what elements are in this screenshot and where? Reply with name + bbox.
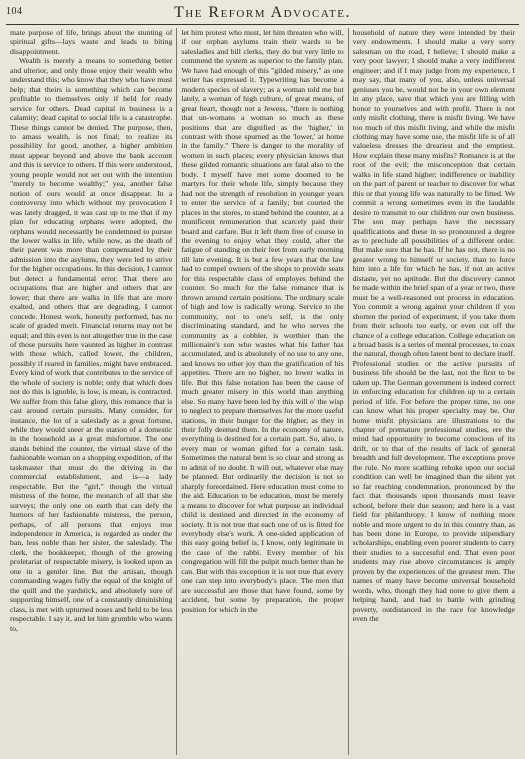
text-column-2 <box>176 28 347 755</box>
page-header <box>6 4 519 26</box>
text-column-1 <box>6 28 176 755</box>
paragraph: household of nature they were intended by their very endowments. I should make a very sorry salesman on the road, I believe; I should make a very poor lawyer; I should make a very indifferent engineer; and if I may judge from my experience, I may say, that many of you, also, unless universal geniuses you be, would not be in your own element in any place, save that which you are filling with honor to yourselves and with profit. There is not only misfit clothing, there is misfit living. We have too much of this misfit living, and while the misfit clothing may have some use, the misfit life is of all valueless dresses the dreariest and the emptiest. How explain these many misfits? Romance is at the root of the evil; the misconception that certain walks in life stand higher; indifference or inability on the part of parent or teacher to discover for what this or that young life was naturally to be fitted. We commit a wrong sometimes even in the laudable desire to transmit to our children our own business. The son may perhaps have the necessary qualifications and these in so pronounced a degree as to preclude all possibilities of a different order. But make sure that he has. If he has not, there is no greater wrong to himself or society, than to force him into a life for which he has, if not an active distaste, yet no aptitude. But the discovery cannot be made within the brief span of a year or two, there must be a well-reasoned out process in education. You commit a wrong against your children if you shorten the period of experiment, if you take them from their schools too early, or even cut off the chance of a college education. College education on a broad basis is a series of mental processes, to coax the natural, though often latent bent to declare itself. Professional studies or the active pursuits of business life should be the last, not the first to be taken up. The German government is indeed correct in enforcing education for children up to a certain period of life. For before the proper time, no one can know what his proper specialty may be. Our home misfit physicians are illustrations to the chapter of premature professional studies, ere the mind had opportunity to become conscious of its drift, or to that of the results of lack of general breadth and full development. The exceptions prove the rule. No more scathing rebuke upon our social condition can well be imagined than the silent yet so far reaching condemnation, pronounced by the fact that thousands upon thousands must leave school, before their due season; and here is a vast field for philanthropy. I know of nothing more noble and more urgent to do in this country than, as has been done in Europe, to provide stipendiary scholarships, enabling even poorer students to carry their studies to a successful end. That even poor students may rise above circumstances is amply proven by the experiences of the greatest men. The names of many have become universal household words, who, though they had none to give them a helping hand, and had to battle with grinding poverty, outdistanced in the race for knowledge even the <box>352 28 515 624</box>
header-rule <box>6 24 519 25</box>
page-number: 104 <box>6 6 23 17</box>
paragraph: mate purpose of life, brings about the stunting of spiritual gifts—lays waste and leads to biting disappointment. <box>10 28 173 56</box>
article-columns <box>6 28 519 755</box>
masthead-title: The Reform Advocate. <box>173 4 351 21</box>
paragraph: Wealth is merely a means to something better and ulterior, and only those enjoy their wealth who understand this; who know that they who have must help; that theirs is something which can become profitable to themselves only if held for ready service for others. Dead capital in business is a calamity; dead capital to social life is a catastrophe. These things cannot be denied. The purpose, then, to amass wealth, is not final; to realize its possibility for good, another, a higher ambition must appear beyond and above the bank account and this is service to others. If this were understood, young people would not set out with the intention "merely to become wealthy;" yea, another false notion of ours would at once disappear. In a controversy into which without my provocation I was lately dragged, it was cast up to me that if my plan for educating orphans were adopted, the orphans would necessarily be condemned to pursue the lower walks in life, while now, as the death of their parent was more than compensated by their admission into the asylums, they were led to strive for the higher occupations. In this decision, I cannot but detect a fundamental error. That there are occupations that are higher and others that are lower; that there are walks in life that are more exalted, and others that are degrading, I cannot concede. Honest work, honestly performed, has no scale of graded merit. Financial returns may not be equal; and this even is not altogether true in the case of those pursuits here vaunted as higher in contrast with those which, called lower, the children, possibly if reared in families, might have embraced. Every kind of work that contributes to the service of the whole of society is noble; only that which does not do this is ignoble, is low, is mean, is contracted. We suffer from this false glory, this romance that is cast around certain pursuits. Many consider, for instance, the lot of a saleslady as a great fortune, while they would sneer at the station of a domestic in the household as a great misfortune. The one stands behind the counter, the virtual slave of the fashionable woman on a shopping expedition, of the taskmaster that must do the driving in the commercial establishment, and is—a lady respectable. But the "girl," though the virtual mistress of the home, the monarch of all that she surveys; the only one on earth that can defy the humors of her fashionable mistress, the person, perhaps, of all persons that enjoys true independence in America, is regarded as under the ban, less noble than her sister, the saleslady. The clerk, the bookkeeper, though of the growing proletariat of respectable misery, is looked upon as one in a gentler line. But the artisan, though commanding wages fully the equal of the knight of the quill and the yardstick, and absolutely sure of supporting himself, one of a constantly diminishing class, is met with upturned noses and held to be less respectable. I say it, and let him grumble who wants to, <box>10 56 173 633</box>
text-column-3 <box>348 28 519 755</box>
paragraph: let him protest who must, let him threaten who will, if our orphan asylums train their wards to be salesladies and bill clerks, they do but very little to commend the system as superior to the family plan. We have had enough of this "gilded misery," as one writer has expressed it. Typewriting has become a modern species of slavery; as a woman told me but lately, a woman of high culture, of great means, of great heart, though not a Jewess, "there is nothing that un-womans a woman so much as these positions that are dignified as the 'higher,' in contrast with those spurned as the 'lower,' at home in the family." There is danger to the morality of women in such places; every physician knows that these gilded romantic situations are fatal also to the body. I myself have met some doomed to be martyrs for their whole life, simply because they had not the strength of resolution in younger years to enter the service of a family; but courted the places in the stores, to stand behind the counter, at a munificent remuneration that scarcely paid their board and carfare. But it left them free of course in the evening to enjoy what they could, after the fatigue of standing on their feet from early morning till late evening. It is but a few years that the law had to compel owners of the shops to provide seats for this respectable class of employes behind the counter. So much for the false romance that is thrown around certain positions. The ordinary scale of high and low is radically wrong. Service to the community, not to one's self, is the only discriminating standard, and he who serves the community as a cobbler, is worthier than the millionaire's son who wastes what his father has accumulated, and is absolutely of no use to any one, and knows no other joy than the gratification of his appetites. There are no higher, no lower walks in life. But this false notation has been the cause of much greater misery in this world than anything else. So many have been led by this will o' the wisp to neglect to prepare themselves for the more useful stations, in their hunger for the higher, as they in their folly deemed them. In the economy of nature, everything is destined for a certain part. So, also, is every man or woman gifted for a certain task. Sometimes the natural bent is so clear and strong as to admit of no doubt. It will out, whatever else may be planned. But ordinarily the decision is not so sharply foreordained. Here education must come to the aid. Education to be education, must be merely a means to discover for what purpose an individual child is destined and directed in the economy of society. It is not true that each one of us is fitted for everybody else's work. A one-sided application of this easy going belief is, I know, only legitimate in the case of the rabbi. Every member of his congregation will fill the pulpit much better than he can. But with this exception it is not true that every one can step into everybody's place. The men that are successful are those that have found, some by accident, but some by preparation, the proper position for which in the <box>181 28 344 614</box>
